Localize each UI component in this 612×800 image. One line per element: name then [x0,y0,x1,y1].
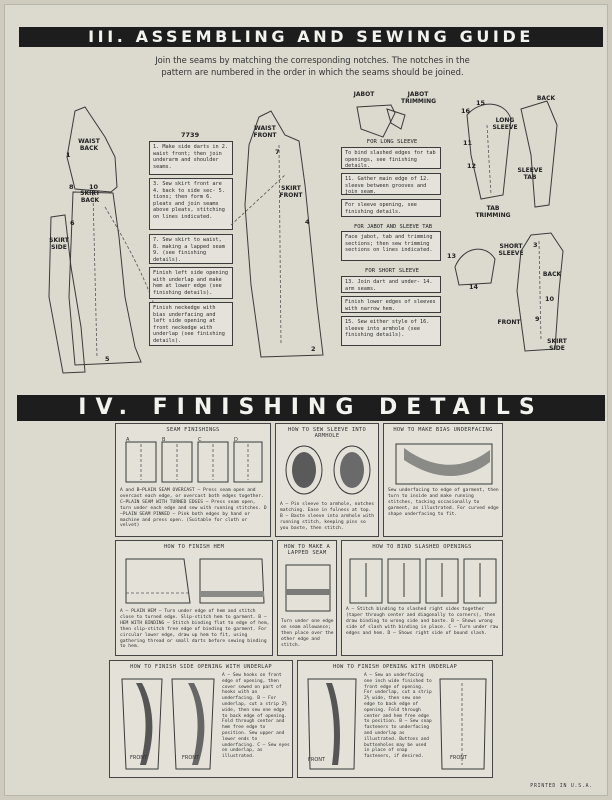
notch-6: 6 [70,219,75,227]
step-box: 7. Sew skirt to waist, 8. making a lapped seam 9. (see finishing details). [149,234,233,264]
finish-hem-text: A — PLAIN HEM — Turn under edge of hem and stitch close to turned edge. Slip-stitch hem to garment. B — HEM WITH BINDING — Stitch binding flat to edge of hem, then slip-stitch free edge of binding to garment. For circular lower edge, draw up hem to fit, using gathering thread or small darts before sewing binding to hem. [120,609,270,650]
notch-14: 14 [469,283,479,291]
label-front-neck2: FRONT [450,755,468,761]
notch-11: 11 [463,139,473,147]
letter-d: D [234,437,238,443]
finishing-title: IV. FINISHING DETAILS [17,395,605,421]
label-short-sleeve: SHORT SLEEVE [498,243,524,257]
bind-slashed-title: HOW TO BIND SLASHED OPENINGS [372,544,472,550]
notch-10: 10 [89,183,99,191]
neck-opening-text: A — Sew an underfacing one inch wide finished to front edge of opening. For underlap, cut a strip 2½ wide, then sew one edge to back edge of opening. Fold through center and hem free edge to position. B — Sew snap fasteners to underfacing and underlap as illustrated. Buttons and buttonholes may be used in place of snap fasteners, if desired. [364,673,432,760]
label-waist-back: WAIST BACK [78,138,100,152]
assembling-title: III. ASSEMBLING AND SEWING GUIDE [19,27,603,47]
label-skirt-side-2: SKIRT SIDE [547,338,567,352]
label-sleeve-tab: SLEEVE TAB [517,167,543,181]
step-box: 3. Sew skirt front are 4. back to side sec- 5. tions; then form 6. pleats and join seams above pleats, stitching on lines indicated. [149,178,233,230]
short-sleeve-step: 15. Sew either style of 16. sleeve into armhole (see finishing details). [341,316,441,346]
sleeve-armhole-text: A — Pin sleeve to armhole, notches matching. Ease in fulness at top. B — Baste sleeve into armhole with running stitch, keeping pins so you baste, then stitch. [280,502,375,531]
notch-8: 8 [69,183,74,191]
neck-opening-title: HOW TO FINISH OPENING WITH UNDERLAP [332,664,458,670]
label-jabot: JABOT [353,91,375,98]
lapped-illustration [284,563,332,613]
label-skirt-back: SKIRT BACK [80,190,100,204]
label-tab-trimming: TAB TRIMMING [475,205,511,219]
seam-illustration [126,440,262,484]
side-opening-title: HOW TO FINISH SIDE OPENING WITH UNDERLAP [130,664,272,670]
slashed-illustration [350,557,496,605]
printed-in-usa: PRINTED IN U.S.A. [530,784,593,789]
jabot-tab-title: FOR JABOT AND SLEEVE TAB [354,224,432,230]
side-opening-panel [109,660,293,778]
short-sleeve-step: 13. Join dart and under- 14. arm seams. [341,276,441,293]
long-sleeve-step: 11. Gather main edge of 12. sleeve between grooves and join seam. [341,173,441,195]
front-piece-drawing [241,105,331,365]
notch-12: 12 [467,162,477,170]
label-front: FRONT [497,319,521,326]
notch-13: 13 [447,252,457,260]
lapped-seam-text: Turn under one edge on seam allowance; then place over the other edge and stitch. [281,619,334,648]
jabot-drawing [351,101,411,141]
bias-underfacing-panel [383,423,503,537]
step-box: Finish left side opening with underlap and make hem at lower edge (see finishing details). [149,267,233,299]
notch-10b: 10 [545,295,555,303]
bias-underfacing-title: HOW TO MAKE BIAS UNDERFACING [393,427,493,433]
bind-slashed-panel [341,540,503,656]
side-opening-text: A — Sew hooks on front edge of opening, then cover sewed on part of hooks with an underfacing. B — For underlap, cut a strip 2½ wide, then sew one edge to back edge of opening. Fold through center and hem free edge to position. Sew upper and lower ends to underfacing. C — Sew eyes on underlap, as illustrated. [222,673,290,760]
label-waist-front: WAIST FRONT [253,125,277,139]
long-sleeve-title: FOR LONG SLEEVE [366,139,418,145]
lapped-seam-title: HOW TO MAKE A LAPPED SEAM [283,544,331,556]
notch-16: 16 [461,107,471,115]
bind-slashed-text: A — Stitch binding to slashed right sides together (taper through center and diagonally to corners), then draw binding to wrong side and baste. B — Shows wrong side of slash with binding in place. C — Turn under raw edges and hem. D — Shows right side of bound slash. [346,607,499,636]
seam-finishings-panel [115,423,271,537]
jabot-step: Face jabot, tab and trimming sections; then sew trimming sections on lines indicated. [341,231,441,261]
seam-finishings-text: A and B—PLAIN SEAM OVERCAST — Press seam open and overcast each edge, or overcast both edges together. C—PLAIN SEAM WITH TURNED EDGES — Press seam open, turn under each edge and sew with running stitches. D—PLAIN SEAM PINKED — Pink both edges by hand or machine and press open. (Suitable for cloth or velvet) [120,488,267,529]
bias-underfacing-text: Sew underfacing to edge of garment, then turn to inside and make running stitches, tacking occasionally to garment, as illustrated. For curved edge shape underfacing to fit. [388,488,499,517]
long-sleeve-step: For sleeve opening, see finishing details. [341,199,441,217]
lapped-seam-panel [277,540,337,656]
sleeve-armhole-panel [275,423,379,537]
letter-c: C [198,437,202,443]
assembling-intro: Join the seams by matching the corresponding notches. The notches in the pattern are numbered in the order in which the seams should be joined. [155,55,470,77]
letter-b: B [162,437,166,443]
short-sleeve-step: Finish lower edges of sleeves with narrow hem. [341,296,441,313]
label-front-neck1: FRONT [308,757,326,763]
finish-hem-panel [115,540,273,656]
notch-15: 15 [476,99,486,107]
pattern-number: 7739 [181,131,200,139]
hem-illustration [124,557,266,605]
notch-5: 5 [105,355,110,363]
pattern-sheet [4,4,608,796]
notch-1: 1 [66,151,71,159]
long-sleeve-step: To bind slashed edges for tab openings, see finishing details. [341,147,441,169]
sleeve-armhole-title: HOW TO SEW SLEEVE INTO ARMHOLE [288,427,366,439]
label-back: BACK [536,95,556,102]
seam-finishings-title: SEAM FINISHINGS [166,427,220,433]
neck-opening-panel [297,660,493,778]
notch-4: 4 [305,218,310,226]
armhole-illustration [282,440,374,500]
notch-9: 9 [535,315,540,323]
label-skirt-side: SKIRT SIDE [49,237,69,251]
notch-2: 2 [311,345,316,353]
finish-hem-title: HOW TO FINISH HEM [163,544,225,550]
short-sleeve-title: FOR SHORT SLEEVE [365,268,419,274]
label-front-side2: FRONT [182,755,200,761]
notch-7: 7 [275,148,280,156]
step-box: Finish neckedge with bias underfacing and left side opening at front neckedge with underlap (see finishing details). [149,302,233,346]
label-long-sleeve: LONG SLEEVE [492,117,518,131]
letter-a: A [126,437,130,443]
step-box: 1. Make side darts in 2. waist front; then join underarm and shoulder seams. [149,141,233,175]
bias-illustration [394,440,494,486]
label-back-2: BACK [542,271,562,278]
label-jabot-trimming: JABOT TRIMMING [401,91,437,105]
label-skirt-front: SKIRT FRONT [279,185,303,199]
notch-3: 3 [533,241,538,249]
label-front-side1: FRONT [130,755,148,761]
